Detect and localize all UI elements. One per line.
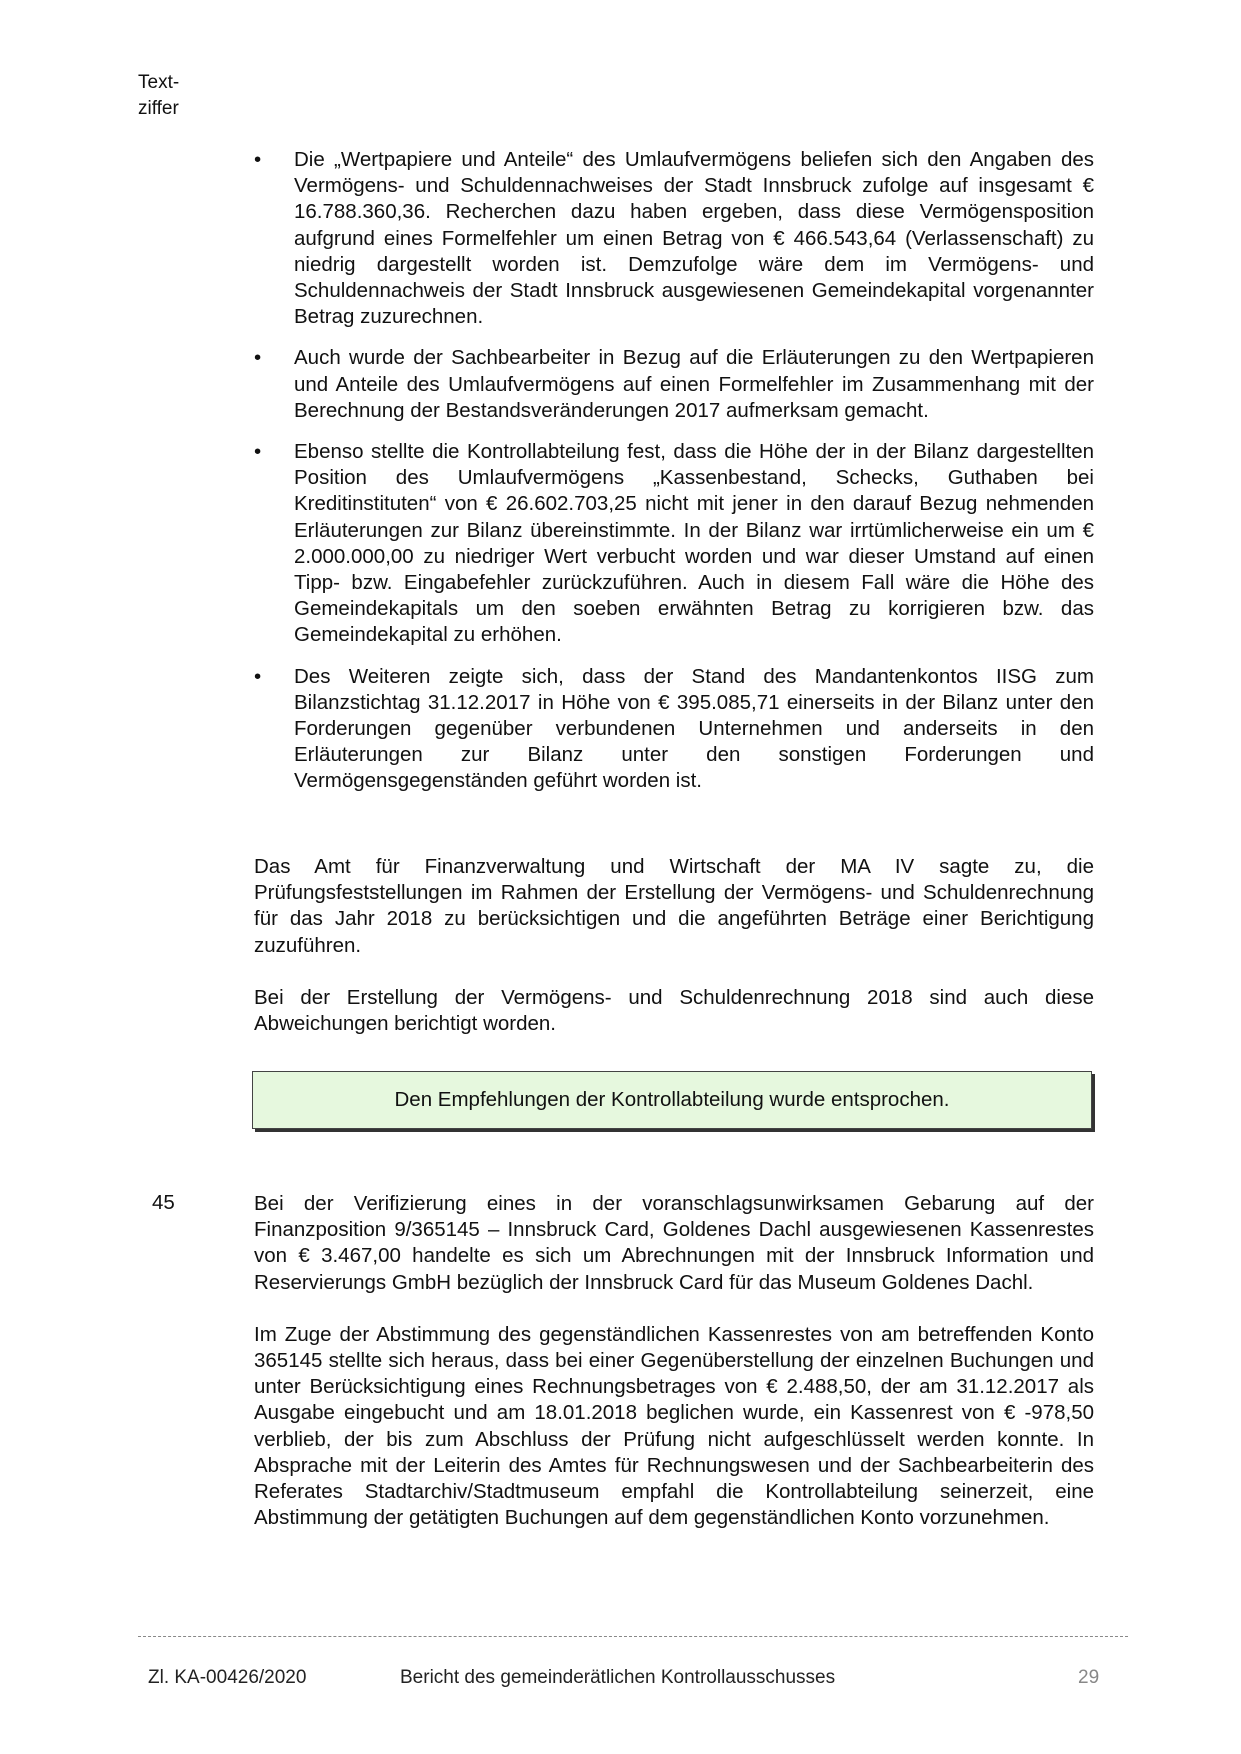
bullet-text: Ebenso stellte die Kontrollabteilung fest, dass die Höhe der in der Bilanz dargestellten Position des Umlaufvermögens „Kassenbestand, Schecks, Guthaben bei Kreditinstituten“ von € 26.602.703,25 nicht mit jener in den darauf Bezug nehmenden Erläuterungen zur Bilanz übereinstimmte. In der Bilanz war irrtümlicherweise ein um € 2.000.000,00 zu niedriger Wert verbucht worden und war dieser Umstand auf einen Tipp- bzw. Eingabefehler zurückzuführen. Auch in diesem Fall wäre die Höhe des Gemeindekapitals um den soeben erwähnten Betrag zu korrigieren bzw. das Gemeindekapital zu erhöhen. (294, 440, 1094, 647)
bullet-item (254, 439, 1094, 649)
bullet-section (254, 147, 1094, 810)
bullet-icon: • (254, 148, 262, 171)
recommendation-text: Den Empfehlungen der Kontrollabteilung wurde entsprochen. (394, 1088, 950, 1111)
paragraph: Im Zuge der Abstimmung des gegenständlichen Kassenrestes von am betreffenden Konto 365145 stellte sich heraus, dass bei einer Gegenüberstellung der einzelnen Buchungen und unter Berücksichtigung eines Rechnungsbetrages von € 2.488,50, der am 31.12.2017 als Ausgabe eingebucht und am 18.01.2018 beglichen wurde, ein Kassenrest von € -978,50 verblieb, der bis zum Abschluss der Prüfung nicht aufgeschlüsselt werden konnte. In Absprache mit der Leiterin des Amtes für Rechnungswesen und der Sachbearbeiterin des Referates Stadtarchiv/Stadtmuseum empfahl die Kontrollabteilung seinerzeit, eine Abstimmung der getätigten Buchungen auf dem gegenständlichen Konto vorzunehmen. (254, 1322, 1094, 1530)
bullet-list (254, 147, 1094, 795)
bullet-item (254, 147, 1094, 330)
margin-label-textziffer (138, 70, 179, 122)
bullet-text: Auch wurde der Sachbearbeiter in Bezug auf die Erläuterungen zu den Wertpapieren und Anteile des Umlaufvermögens auf einen Formelfehler im Zusammenhang mit der Berechnung der Bestandsveränderungen 2017 aufmerksam gemacht. (294, 346, 1094, 422)
bullet-item (254, 664, 1094, 795)
paragraph: Das Amt für Finanzverwaltung und Wirtschaft der MA IV sagte zu, die Prüfungsfeststellungen im Rahmen der Erstellung der Vermögens- und Schuldenrechnung für das Jahr 2018 zu berücksichtigen und die angeführten Beträge einer Berichtigung zuzuführen. (254, 855, 1094, 957)
section-45-body (254, 1191, 1094, 1557)
footer-divider (138, 1636, 1128, 1637)
footer-title: Bericht des gemeinderätlichen Kontrollausschusses (400, 1667, 836, 1688)
bullet-icon: • (254, 440, 262, 464)
bullet-text: Des Weiteren zeigte sich, dass der Stand des Mandantenkontos IISG zum Bilanzstichtag 31.12.2017 in Höhe von € 395.085,71 einerseits in der Bilanz unter den Forderungen gegenüber verbundenen Unternehmen und anderseits in den Erläuterungen zur Bilanz unter den sonstigen Forderungen und Vermögensgegenständen geführt worden ist. (294, 664, 1094, 793)
bullet-item (254, 345, 1094, 424)
textziffer-number: 45 (152, 1191, 175, 1214)
bullet-text: Die „Wertpapiere und Anteile“ des Umlaufvermögens beliefen sich den Angaben des Vermögens- und Schuldennachweises der Stadt Innsbruck zufolge auf insgesamt € 16.788.360,36. Recherchen dazu haben ergeben, dass diese Vermögensposition aufgrund eines Formelfehler um einen Betrag von € 466.543,64 (Verlassenschaft) zu niedrig dargestellt worden ist. Demzufolge wäre dem im Vermögens- und Schuldennachweis der Stadt Innsbruck ausgewiesenen Gemeindekapital vorgenannter Betrag zuzurechnen. (294, 148, 1094, 329)
bullet-icon: • (254, 664, 262, 688)
statement-section (254, 854, 1094, 1063)
paragraph: Bei der Erstellung der Vermögens- und Schuldenrechnung 2018 sind auch diese Abweichungen berichtigt worden. (254, 985, 1094, 1036)
page-number: 29 (1078, 1667, 1100, 1688)
margin-label-line2: ziffer (138, 98, 179, 119)
bullet-icon: • (254, 346, 262, 370)
footer-reference: Zl. KA-00426/2020 (148, 1667, 307, 1688)
recommendation-box (252, 1071, 1092, 1129)
margin-label-line1: Text- (138, 72, 180, 93)
paragraph: Bei der Verifizierung eines in der voranschlagsunwirksamen Gebarung auf der Finanzposition 9/365145 – Innsbruck Card, Goldenes Dachl ausgewiesenen Kassenrestes von € 3.467,00 handelte es sich um Abrechnungen mit der Innsbruck Information und Reservierungs GmbH bezüglich der Innsbruck Card für das Museum Goldenes Dachl. (254, 1192, 1094, 1294)
